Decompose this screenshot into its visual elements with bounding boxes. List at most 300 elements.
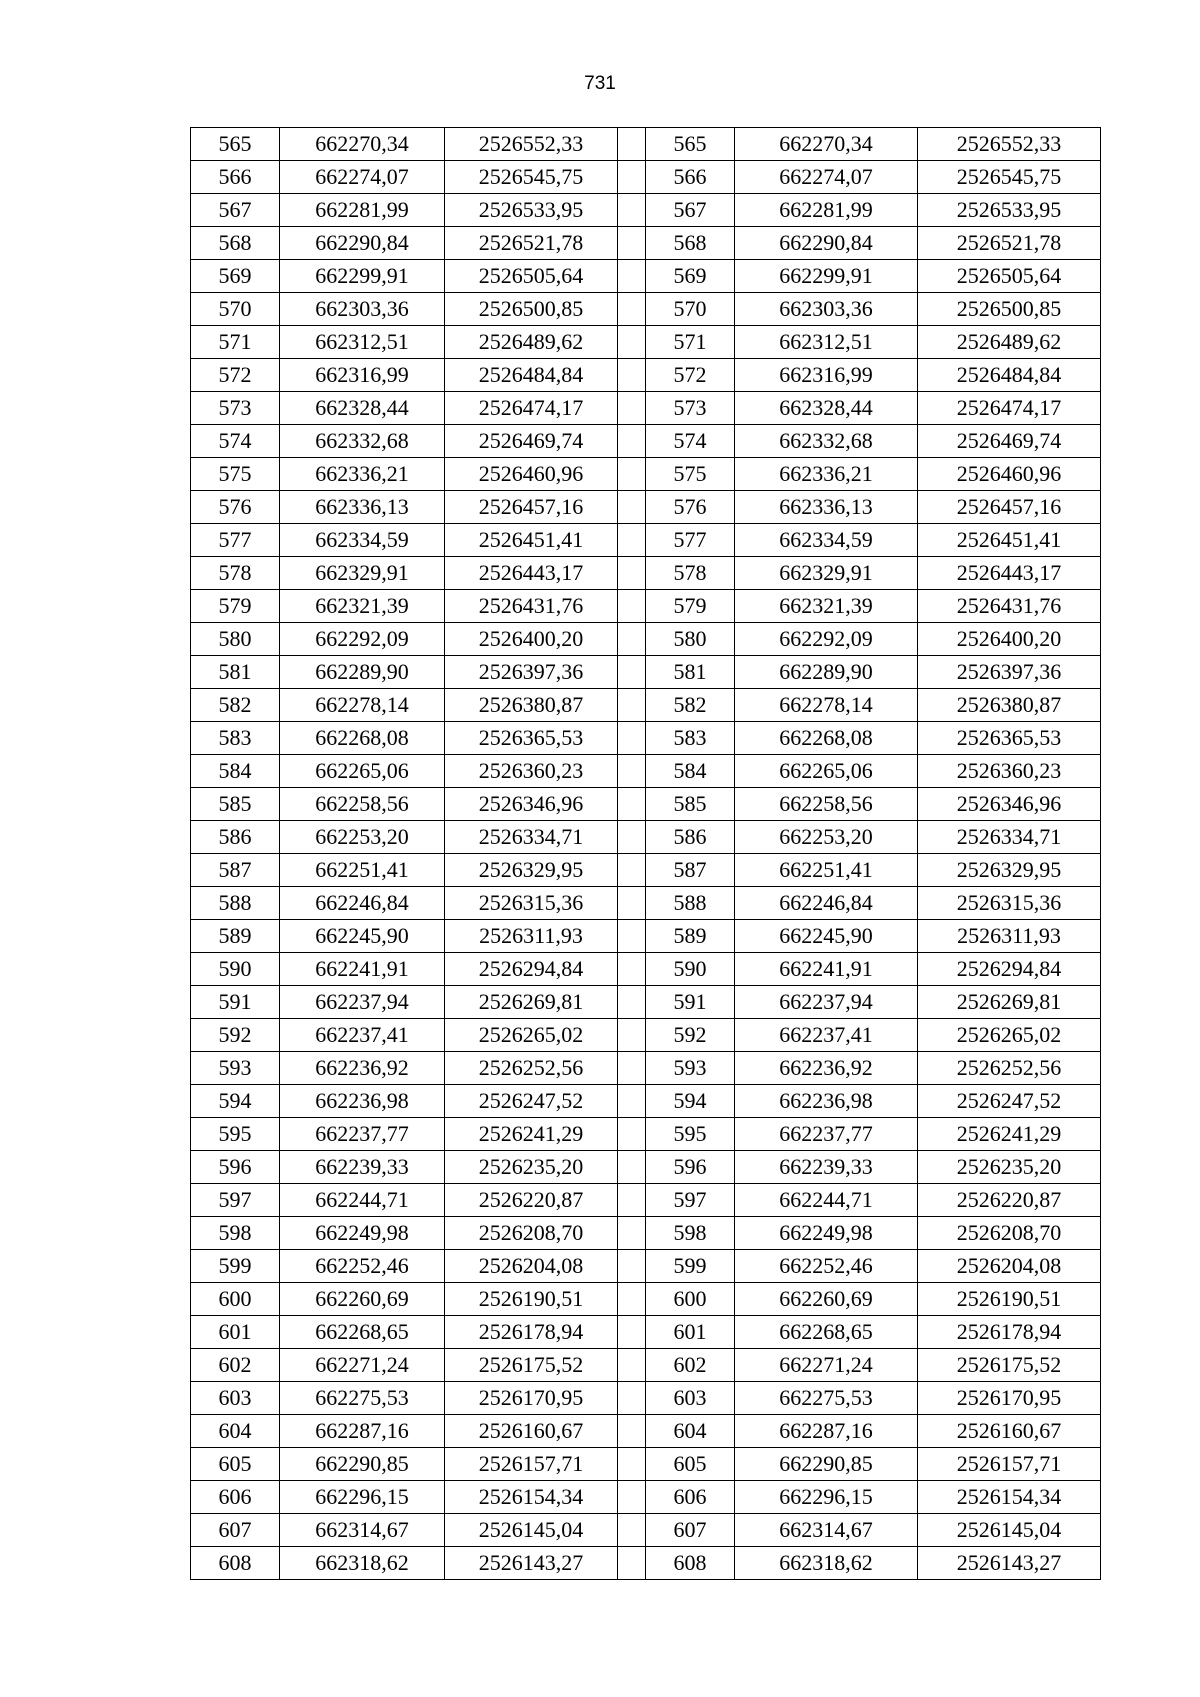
table-row [191,1019,1101,1052]
x-coordinate-cell-2: 662292,09 [735,623,918,656]
point-number-cell-2: 605 [646,1448,735,1481]
x-coordinate-cell-2: 662241,91 [735,953,918,986]
x-coordinate-cell: 662292,09 [280,623,445,656]
x-coordinate-cell: 662290,85 [280,1448,445,1481]
point-number-cell: 596 [191,1151,280,1184]
spacer-cell [618,524,646,557]
table-row [191,557,1101,590]
x-coordinate-cell-2: 662314,67 [735,1514,918,1547]
point-number-cell-2: 593 [646,1052,735,1085]
point-number-cell: 586 [191,821,280,854]
x-coordinate-cell-2: 662336,21 [735,458,918,491]
point-number-cell: 601 [191,1316,280,1349]
table-row [191,689,1101,722]
y-coordinate-cell-2: 2526208,70 [918,1217,1101,1250]
point-number-cell-2: 599 [646,1250,735,1283]
spacer-cell [618,1514,646,1547]
x-coordinate-cell: 662274,07 [280,161,445,194]
spacer-cell [618,1283,646,1316]
x-coordinate-cell: 662296,15 [280,1481,445,1514]
point-number-cell: 606 [191,1481,280,1514]
y-coordinate-cell: 2526220,87 [445,1184,618,1217]
spacer-cell [618,920,646,953]
x-coordinate-cell: 662287,16 [280,1415,445,1448]
table-row [191,821,1101,854]
y-coordinate-cell: 2526334,71 [445,821,618,854]
y-coordinate-cell: 2526533,95 [445,194,618,227]
point-number-cell-2: 602 [646,1349,735,1382]
x-coordinate-cell: 662244,71 [280,1184,445,1217]
x-coordinate-cell: 662241,91 [280,953,445,986]
spacer-cell [618,1019,646,1052]
point-number-cell-2: 581 [646,656,735,689]
point-number-cell-2: 565 [646,128,735,161]
spacer-cell [618,326,646,359]
y-coordinate-cell: 2526170,95 [445,1382,618,1415]
spacer-cell [618,1052,646,1085]
point-number-cell: 582 [191,689,280,722]
point-number-cell: 569 [191,260,280,293]
point-number-cell: 595 [191,1118,280,1151]
x-coordinate-cell-2: 662258,56 [735,788,918,821]
x-coordinate-cell-2: 662332,68 [735,425,918,458]
point-number-cell: 589 [191,920,280,953]
y-coordinate-cell-2: 2526500,85 [918,293,1101,326]
x-coordinate-cell-2: 662245,90 [735,920,918,953]
point-number-cell: 599 [191,1250,280,1283]
point-number-cell: 607 [191,1514,280,1547]
spacer-cell [618,128,646,161]
spacer-cell [618,854,646,887]
y-coordinate-cell-2: 2526235,20 [918,1151,1101,1184]
y-coordinate-cell-2: 2526294,84 [918,953,1101,986]
spacer-cell [618,194,646,227]
y-coordinate-cell: 2526269,81 [445,986,618,1019]
point-number-cell: 579 [191,590,280,623]
point-number-cell: 576 [191,491,280,524]
x-coordinate-cell: 662275,53 [280,1382,445,1415]
y-coordinate-cell-2: 2526533,95 [918,194,1101,227]
spacer-cell [618,260,646,293]
y-coordinate-cell-2: 2526484,84 [918,359,1101,392]
table-row [191,194,1101,227]
y-coordinate-cell: 2526365,53 [445,722,618,755]
table-row [191,722,1101,755]
y-coordinate-cell: 2526484,84 [445,359,618,392]
point-number-cell: 600 [191,1283,280,1316]
point-number-cell-2: 600 [646,1283,735,1316]
point-number-cell-2: 574 [646,425,735,458]
point-number-cell: 575 [191,458,280,491]
y-coordinate-cell-2: 2526469,74 [918,425,1101,458]
x-coordinate-cell-2: 662312,51 [735,326,918,359]
y-coordinate-cell: 2526190,51 [445,1283,618,1316]
point-number-cell: 583 [191,722,280,755]
spacer-cell [618,722,646,755]
point-number-cell-2: 598 [646,1217,735,1250]
x-coordinate-cell-2: 662278,14 [735,689,918,722]
y-coordinate-cell-2: 2526241,29 [918,1118,1101,1151]
x-coordinate-cell: 662237,77 [280,1118,445,1151]
x-coordinate-cell: 662258,56 [280,788,445,821]
y-coordinate-cell: 2526143,27 [445,1547,618,1580]
y-coordinate-cell: 2526552,33 [445,128,618,161]
x-coordinate-cell-2: 662253,20 [735,821,918,854]
point-number-cell-2: 591 [646,986,735,1019]
point-number-cell-2: 590 [646,953,735,986]
point-number-cell: 568 [191,227,280,260]
y-coordinate-cell-2: 2526380,87 [918,689,1101,722]
x-coordinate-cell-2: 662239,33 [735,1151,918,1184]
spacer-cell [618,491,646,524]
point-number-cell-2: 601 [646,1316,735,1349]
point-number-cell: 602 [191,1349,280,1382]
table-row [191,1217,1101,1250]
spacer-cell [618,1382,646,1415]
table-row [191,1349,1101,1382]
point-number-cell: 574 [191,425,280,458]
point-number-cell: 570 [191,293,280,326]
x-coordinate-cell-2: 662329,91 [735,557,918,590]
y-coordinate-cell-2: 2526545,75 [918,161,1101,194]
x-coordinate-cell: 662260,69 [280,1283,445,1316]
x-coordinate-cell: 662236,92 [280,1052,445,1085]
table-row [191,656,1101,689]
spacer-cell [618,887,646,920]
spacer-cell [618,1316,646,1349]
table-row [191,326,1101,359]
x-coordinate-cell: 662253,20 [280,821,445,854]
spacer-cell [618,1250,646,1283]
table-row [191,293,1101,326]
x-coordinate-cell-2: 662252,46 [735,1250,918,1283]
y-coordinate-cell: 2526400,20 [445,623,618,656]
spacer-cell [618,1415,646,1448]
spacer-cell [618,788,646,821]
table-row [191,1085,1101,1118]
point-number-cell-2: 580 [646,623,735,656]
x-coordinate-cell-2: 662249,98 [735,1217,918,1250]
y-coordinate-cell-2: 2526252,56 [918,1052,1101,1085]
table-row [191,1481,1101,1514]
point-number-cell: 590 [191,953,280,986]
y-coordinate-cell: 2526204,08 [445,1250,618,1283]
spacer-cell [618,953,646,986]
x-coordinate-cell: 662289,90 [280,656,445,689]
point-number-cell-2: 589 [646,920,735,953]
point-number-cell-2: 566 [646,161,735,194]
y-coordinate-cell-2: 2526346,96 [918,788,1101,821]
spacer-cell [618,161,646,194]
y-coordinate-cell: 2526397,36 [445,656,618,689]
y-coordinate-cell-2: 2526457,16 [918,491,1101,524]
x-coordinate-cell: 662281,99 [280,194,445,227]
y-coordinate-cell-2: 2526143,27 [918,1547,1101,1580]
point-number-cell-2: 578 [646,557,735,590]
y-coordinate-cell: 2526178,94 [445,1316,618,1349]
x-coordinate-cell: 662265,06 [280,755,445,788]
x-coordinate-cell: 662271,24 [280,1349,445,1382]
coordinates-table [190,127,1101,1580]
point-number-cell-2: 586 [646,821,735,854]
x-coordinate-cell: 662314,67 [280,1514,445,1547]
point-number-cell-2: 567 [646,194,735,227]
point-number-cell-2: 584 [646,755,735,788]
x-coordinate-cell-2: 662274,07 [735,161,918,194]
spacer-cell [618,1547,646,1580]
point-number-cell-2: 604 [646,1415,735,1448]
point-number-cell: 573 [191,392,280,425]
y-coordinate-cell-2: 2526269,81 [918,986,1101,1019]
spacer-cell [618,1217,646,1250]
x-coordinate-cell: 662312,51 [280,326,445,359]
point-number-cell-2: 597 [646,1184,735,1217]
y-coordinate-cell-2: 2526220,87 [918,1184,1101,1217]
y-coordinate-cell-2: 2526265,02 [918,1019,1101,1052]
y-coordinate-cell-2: 2526365,53 [918,722,1101,755]
x-coordinate-cell-2: 662237,94 [735,986,918,1019]
x-coordinate-cell-2: 662318,62 [735,1547,918,1580]
spacer-cell [618,1085,646,1118]
y-coordinate-cell-2: 2526204,08 [918,1250,1101,1283]
point-number-cell: 608 [191,1547,280,1580]
y-coordinate-cell-2: 2526360,23 [918,755,1101,788]
spacer-cell [618,821,646,854]
x-coordinate-cell: 662332,68 [280,425,445,458]
point-number-cell: 571 [191,326,280,359]
y-coordinate-cell-2: 2526521,78 [918,227,1101,260]
y-coordinate-cell: 2526235,20 [445,1151,618,1184]
spacer-cell [618,1349,646,1382]
y-coordinate-cell: 2526545,75 [445,161,618,194]
table-row [191,986,1101,1019]
table-row [191,392,1101,425]
y-coordinate-cell-2: 2526157,71 [918,1448,1101,1481]
spacer-cell [618,689,646,722]
table-row [191,623,1101,656]
x-coordinate-cell-2: 662328,44 [735,392,918,425]
y-coordinate-cell-2: 2526175,52 [918,1349,1101,1382]
spacer-cell [618,656,646,689]
y-coordinate-cell: 2526380,87 [445,689,618,722]
point-number-cell-2: 577 [646,524,735,557]
x-coordinate-cell: 662237,94 [280,986,445,1019]
x-coordinate-cell-2: 662268,65 [735,1316,918,1349]
y-coordinate-cell-2: 2526315,36 [918,887,1101,920]
table-row [191,128,1101,161]
y-coordinate-cell-2: 2526311,93 [918,920,1101,953]
x-coordinate-cell-2: 662299,91 [735,260,918,293]
point-number-cell-2: 594 [646,1085,735,1118]
y-coordinate-cell-2: 2526489,62 [918,326,1101,359]
point-number-cell-2: 572 [646,359,735,392]
point-number-cell-2: 595 [646,1118,735,1151]
x-coordinate-cell: 662245,90 [280,920,445,953]
x-coordinate-cell-2: 662265,06 [735,755,918,788]
point-number-cell-2: 603 [646,1382,735,1415]
x-coordinate-cell-2: 662281,99 [735,194,918,227]
point-number-cell: 598 [191,1217,280,1250]
y-coordinate-cell: 2526157,71 [445,1448,618,1481]
point-number-cell-2: 607 [646,1514,735,1547]
x-coordinate-cell: 662334,59 [280,524,445,557]
point-number-cell: 565 [191,128,280,161]
y-coordinate-cell: 2526460,96 [445,458,618,491]
x-coordinate-cell-2: 662244,71 [735,1184,918,1217]
y-coordinate-cell: 2526431,76 [445,590,618,623]
point-number-cell-2: 606 [646,1481,735,1514]
spacer-cell [618,590,646,623]
point-number-cell-2: 592 [646,1019,735,1052]
y-coordinate-cell: 2526489,62 [445,326,618,359]
x-coordinate-cell-2: 662303,36 [735,293,918,326]
point-number-cell: 603 [191,1382,280,1415]
point-number-cell: 594 [191,1085,280,1118]
y-coordinate-cell: 2526160,67 [445,1415,618,1448]
point-number-cell: 578 [191,557,280,590]
point-number-cell: 605 [191,1448,280,1481]
point-number-cell-2: 588 [646,887,735,920]
table-row [191,425,1101,458]
y-coordinate-cell-2: 2526397,36 [918,656,1101,689]
x-coordinate-cell-2: 662334,59 [735,524,918,557]
table-row [191,227,1101,260]
x-coordinate-cell: 662270,34 [280,128,445,161]
x-coordinate-cell-2: 662289,90 [735,656,918,689]
x-coordinate-cell-2: 662275,53 [735,1382,918,1415]
table-row [191,755,1101,788]
x-coordinate-cell-2: 662336,13 [735,491,918,524]
spacer-cell [618,755,646,788]
table-row [191,359,1101,392]
point-number-cell: 587 [191,854,280,887]
table-row [191,1415,1101,1448]
table-row [191,788,1101,821]
x-coordinate-cell: 662290,84 [280,227,445,260]
point-number-cell-2: 585 [646,788,735,821]
x-coordinate-cell: 662236,98 [280,1085,445,1118]
y-coordinate-cell: 2526247,52 [445,1085,618,1118]
point-number-cell: 604 [191,1415,280,1448]
table-row [191,260,1101,293]
point-number-cell: 581 [191,656,280,689]
x-coordinate-cell-2: 662251,41 [735,854,918,887]
x-coordinate-cell-2: 662237,41 [735,1019,918,1052]
table-row [191,491,1101,524]
x-coordinate-cell: 662268,65 [280,1316,445,1349]
table-row [191,1184,1101,1217]
y-coordinate-cell: 2526311,93 [445,920,618,953]
table-row [191,1316,1101,1349]
x-coordinate-cell-2: 662246,84 [735,887,918,920]
y-coordinate-cell-2: 2526431,76 [918,590,1101,623]
point-number-cell-2: 571 [646,326,735,359]
spacer-cell [618,293,646,326]
point-number-cell-2: 576 [646,491,735,524]
table-row [191,1514,1101,1547]
point-number-cell-2: 608 [646,1547,735,1580]
table-row [191,953,1101,986]
spacer-cell [618,458,646,491]
y-coordinate-cell: 2526175,52 [445,1349,618,1382]
point-number-cell: 592 [191,1019,280,1052]
x-coordinate-cell: 662336,13 [280,491,445,524]
y-coordinate-cell: 2526145,04 [445,1514,618,1547]
point-number-cell-2: 570 [646,293,735,326]
spacer-cell [618,425,646,458]
y-coordinate-cell-2: 2526145,04 [918,1514,1101,1547]
table-row [191,920,1101,953]
x-coordinate-cell: 662246,84 [280,887,445,920]
y-coordinate-cell: 2526505,64 [445,260,618,293]
point-number-cell: 591 [191,986,280,1019]
x-coordinate-cell: 662239,33 [280,1151,445,1184]
spacer-cell [618,986,646,1019]
x-coordinate-cell: 662268,08 [280,722,445,755]
spacer-cell [618,359,646,392]
x-coordinate-cell: 662321,39 [280,590,445,623]
y-coordinate-cell: 2526315,36 [445,887,618,920]
x-coordinate-cell: 662252,46 [280,1250,445,1283]
point-number-cell-2: 569 [646,260,735,293]
table-row [191,1283,1101,1316]
y-coordinate-cell-2: 2526451,41 [918,524,1101,557]
point-number-cell-2: 575 [646,458,735,491]
y-coordinate-cell-2: 2526460,96 [918,458,1101,491]
table-row [191,1448,1101,1481]
y-coordinate-cell-2: 2526334,71 [918,821,1101,854]
point-number-cell-2: 582 [646,689,735,722]
y-coordinate-cell-2: 2526154,34 [918,1481,1101,1514]
x-coordinate-cell-2: 662290,85 [735,1448,918,1481]
table-row [191,854,1101,887]
point-number-cell-2: 568 [646,227,735,260]
spacer-cell [618,1481,646,1514]
y-coordinate-cell: 2526474,17 [445,392,618,425]
y-coordinate-cell-2: 2526400,20 [918,623,1101,656]
y-coordinate-cell: 2526294,84 [445,953,618,986]
y-coordinate-cell: 2526252,56 [445,1052,618,1085]
y-coordinate-cell-2: 2526170,95 [918,1382,1101,1415]
spacer-cell [618,1184,646,1217]
y-coordinate-cell-2: 2526443,17 [918,557,1101,590]
x-coordinate-cell-2: 662287,16 [735,1415,918,1448]
page-number: 731 [584,73,616,94]
point-number-cell-2: 583 [646,722,735,755]
spacer-cell [618,623,646,656]
spacer-cell [618,1118,646,1151]
y-coordinate-cell: 2526469,74 [445,425,618,458]
table-row [191,590,1101,623]
y-coordinate-cell: 2526457,16 [445,491,618,524]
x-coordinate-cell-2: 662296,15 [735,1481,918,1514]
table-row [191,1052,1101,1085]
table-row [191,161,1101,194]
x-coordinate-cell-2: 662316,99 [735,359,918,392]
x-coordinate-cell-2: 662236,92 [735,1052,918,1085]
table-row [191,1250,1101,1283]
x-coordinate-cell-2: 662237,77 [735,1118,918,1151]
x-coordinate-cell: 662329,91 [280,557,445,590]
x-coordinate-cell: 662316,99 [280,359,445,392]
point-number-cell: 588 [191,887,280,920]
y-coordinate-cell: 2526154,34 [445,1481,618,1514]
y-coordinate-cell: 2526443,17 [445,557,618,590]
x-coordinate-cell: 662251,41 [280,854,445,887]
y-coordinate-cell-2: 2526190,51 [918,1283,1101,1316]
x-coordinate-cell-2: 662290,84 [735,227,918,260]
y-coordinate-cell-2: 2526552,33 [918,128,1101,161]
